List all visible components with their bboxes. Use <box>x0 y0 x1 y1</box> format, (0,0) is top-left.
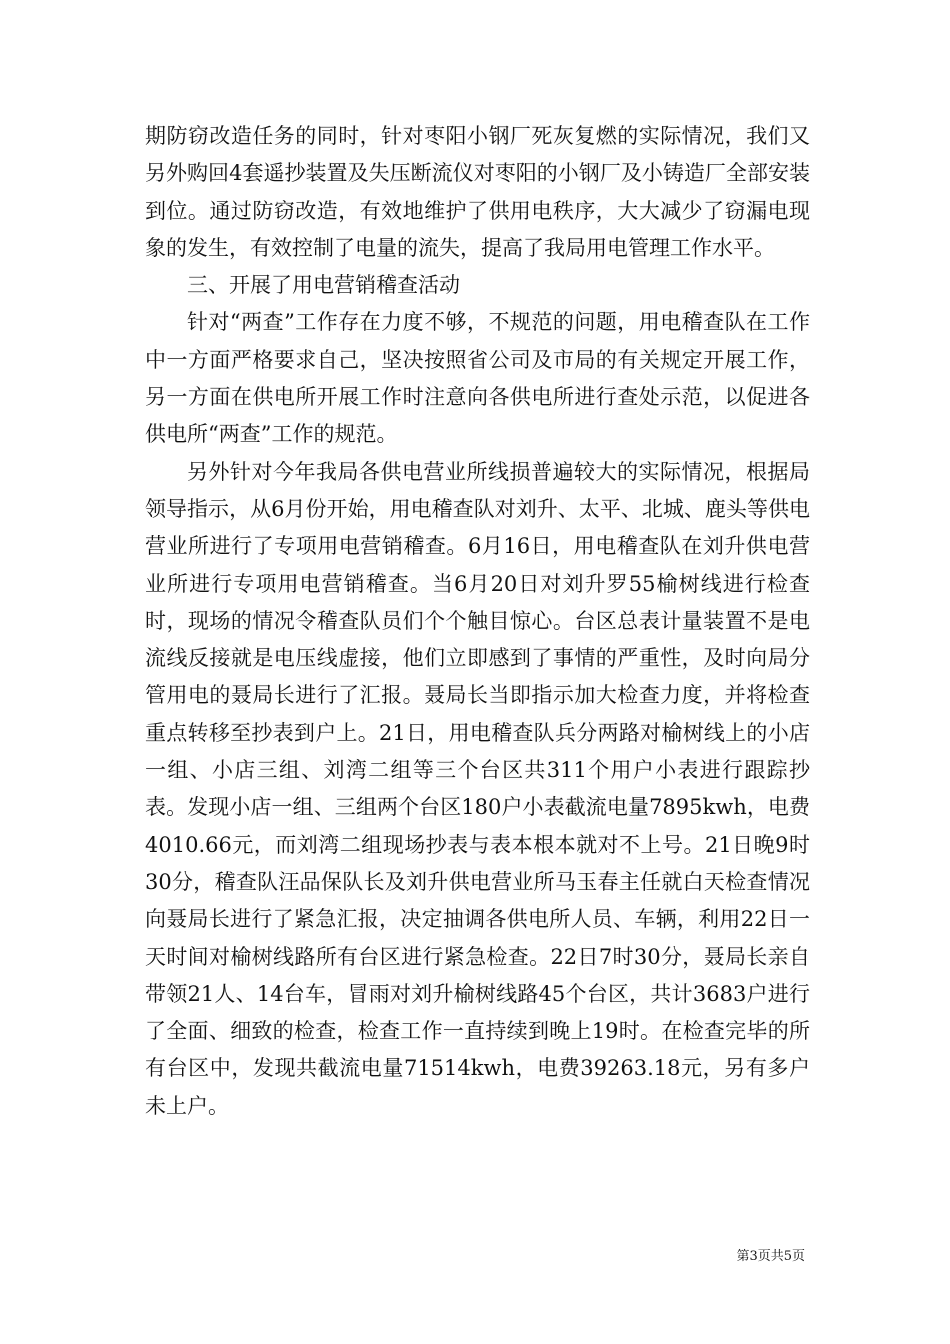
section-heading: 三、开展了用电营销稽查活动 <box>187 273 460 298</box>
page-footer: 第3页共5页 <box>736 1249 805 1264</box>
document-body <box>145 118 810 1125</box>
paragraph-inspection-details: 另外针对今年我局各供电营业所线损普遍较大的实际情况，根据局领导指示，从6月份开始，用电稽查队对刘升、太平、北城、鹿头等供电营业所进行了专项用电营销稽查。6月16日，用电稽查队在刘升供电营业所进行专项用电营销稽查。当6月20日对刘升罗55榆树线进行检查时，现场的情况令稽查队员们个个触目惊心。台区总表计量装置不是电流线反接就是电压线虚接，他们立即感到了事情的严重性，及时向局分管用电的聂局长进行了汇报。聂局长当即指示加大检查力度，并将检查重点转移至抄表到户上。21日，用电稽查队兵分两路对榆树线上的小店一组、小店三组、刘湾二组等三个台区共311个用户小表进行跟踪抄表。发现小店一组、三组两个台区180户小表截流电量7895kwh，电费4010.66元，而刘湾二组现场抄表与表本根本就对不上号。21日晚9时30分，稽查队汪品保队长及刘升供电营业所马玉春主任就白天检查情况向聂局长进行了紧急汇报，决定抽调各供电所人员、车辆，利用22日一天时间对榆树线路所有台区进行紧急检查。22日7时30分，聂局长亲自带领21人、14台车，冒雨对刘升榆树线路45个台区，共计3683户进行了全面、细致的检查，检查工作一直持续到晚上19时。在检查完毕的所有台区中，发现共截流电量71514kwh，电费39263.18元，另有多户未上户。 <box>145 459 810 1118</box>
paragraph-two-checks: 针对“两查”工作存在力度不够，不规范的问题，用电稽查队在工作中一方面严格要求自己，坚决按照省公司及市局的有关规定开展工作，另一方面在供电所开展工作时注意向各供电所进行查处示范，以促进各供电所“两查”工作的规范。 <box>145 310 810 447</box>
paragraph-continuation: 期防窃改造任务的同时，针对枣阳小钢厂死灰复燃的实际情况，我们又另外购回4套遥抄装置及失压断流仪对枣阳的小钢厂及小铸造厂全部安装到位。通过防窃改造，有效地维护了供用电秩序，大大减少了窃漏电现象的发生，有效控制了电量的流失，提高了我局用电管理工作水平。 <box>145 124 810 260</box>
